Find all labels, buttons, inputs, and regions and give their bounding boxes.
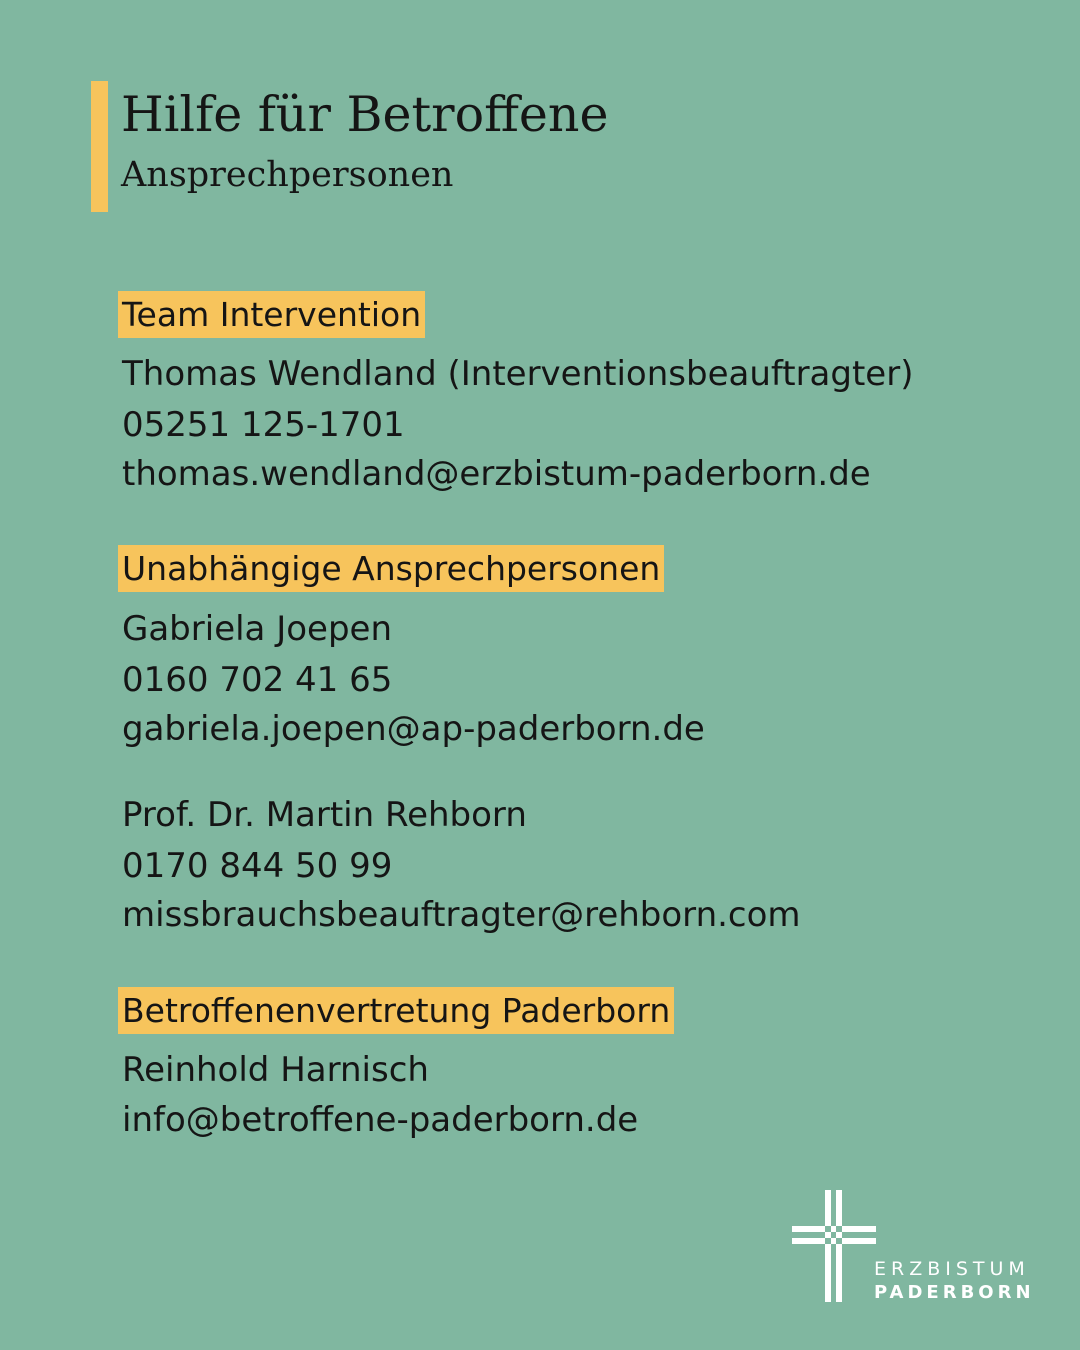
page-subtitle: Ansprechpersonen [121,155,454,195]
page-title: Hilfe für Betroffene [121,86,609,143]
erzbistum-paderborn-logo [792,1190,1042,1302]
section-heading-survivors-representation: Betroffenenvertretung Paderborn [118,987,674,1034]
section-heading-independent-contacts: Unabhängige Ansprechpersonen [118,545,664,592]
contact-name: Gabriela Joepen [122,609,392,649]
contact-name: Prof. Dr. Martin Rehborn [122,795,527,835]
section-heading-team-intervention: Team Intervention [118,291,425,338]
contact-email: info@betroffene-paderborn.de [122,1100,639,1140]
accent-bar [91,81,108,212]
logo-text-paderborn: PADERBORN [874,1282,1035,1303]
contact-email: gabriela.joepen@ap-paderborn.de [122,709,705,749]
contact-phone: 05251 125-1701 [122,405,405,445]
contact-name: Thomas Wendland (Interventionsbeauftragter) [122,354,914,394]
contact-phone: 0160 702 41 65 [122,660,393,700]
contact-email: missbrauchsbeauftragter@rehborn.com [122,895,801,935]
cross-icon [792,1190,876,1302]
page-header [91,81,791,212]
contact-email: thomas.wendland@erzbistum-paderborn.de [122,454,871,494]
contact-name: Reinhold Harnisch [122,1050,429,1090]
logo-text-erzbistum: ERZBISTUM [874,1258,1030,1280]
contact-phone: 0170 844 50 99 [122,846,393,886]
